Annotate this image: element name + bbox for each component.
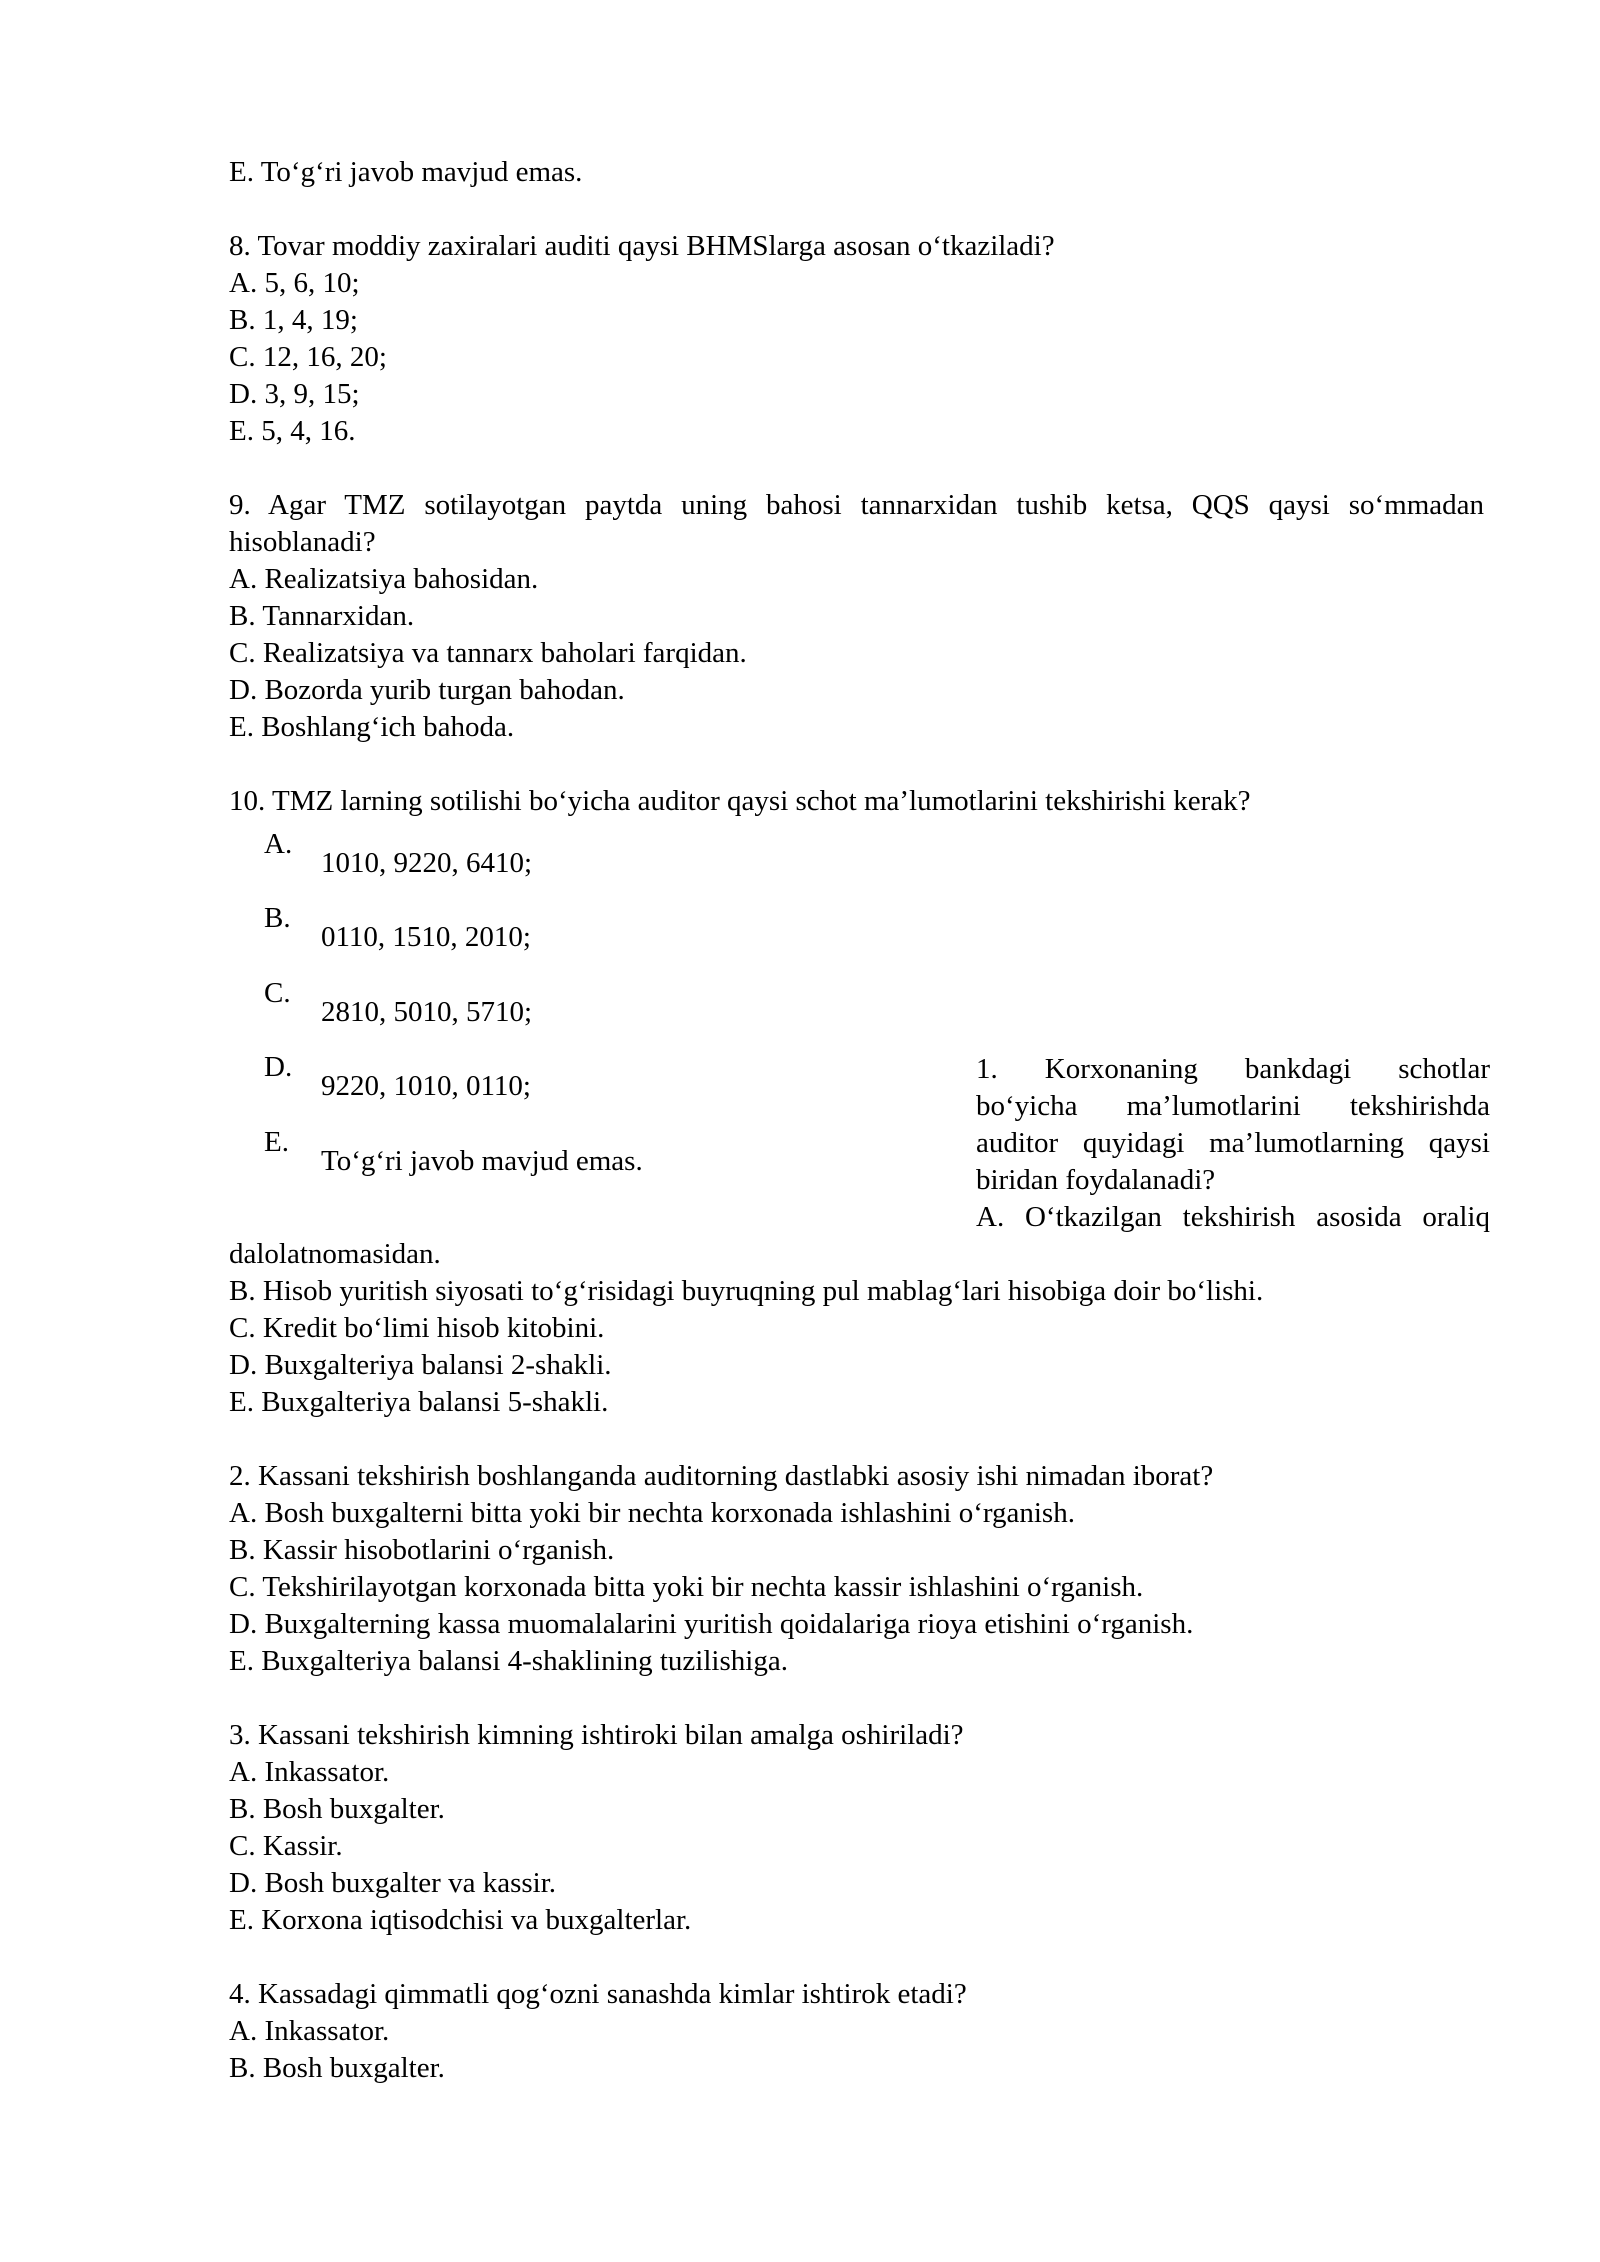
question-8-option-d: D. 3, 9, 15; [229, 378, 360, 410]
question-9-option-c: C. Realizatsiya va tannarx baholari farqidan. [229, 637, 747, 669]
question-2-option-d: D. Buxgalterning kassa muomalalarini yuritish qoidalariga rioya etishini o‘rganish. [229, 1608, 1194, 1640]
question-1-option-e: E. Buxgalteriya balansi 5-shakli. [229, 1386, 609, 1418]
question-10-option-d-text: 9220, 1010, 0110; [321, 1070, 531, 1102]
question-1-text-line2: bo‘yicha ma’lumotlarini tekshirishda [976, 1090, 1490, 1122]
question-10-option-a-text: 1010, 9220, 6410; [321, 847, 533, 879]
question-2-option-b: B. Kassir hisobotlarini o‘rganish. [229, 1534, 615, 1566]
question-10-option-c-text: 2810, 5010, 5710; [321, 996, 533, 1028]
question-9-option-d: D. Bozorda yurib turgan bahodan. [229, 674, 625, 706]
question-8-option-b: B. 1, 4, 19; [229, 304, 358, 336]
question-9-text-line1: 9. Agar TMZ sotilayotgan paytda uning bahosi tannarxidan tushib ketsa, QQS qaysi so‘mmadan [229, 489, 1484, 521]
question-1-option-a-line2: dalolatnomasidan. [229, 1238, 441, 1270]
question-2-option-c: C. Tekshirilayotgan korxonada bitta yoki bir nechta kassir ishlashini o‘rganish. [229, 1571, 1144, 1603]
question-1-option-a-line1: A. O‘tkazilgan tekshirish asosida oraliq [976, 1201, 1490, 1233]
question-9 [229, 487, 1484, 746]
question-1-text-line3: auditor quyidagi ma’lumotlarning qaysi [976, 1127, 1490, 1159]
question-4-text: 4. Kassadagi qimmatli qog‘ozni sanashda kimlar ishtirok etadi? [229, 1978, 967, 2010]
question-1-text-line1: 1. Korxonaning bankdagi schotlar [976, 1053, 1490, 1085]
question-9-text-line2: hisoblanadi? [229, 526, 376, 558]
question-4-option-b: B. Bosh buxgalter. [229, 2052, 445, 2084]
question-3-option-a: A. Inkassator. [229, 1756, 390, 1788]
question-10-text: 10. TMZ larning sotilishi bo‘yicha auditor qaysi schot ma’lumotlarini tekshirishi kerak? [229, 785, 1251, 817]
question-8 [229, 228, 1484, 450]
question-1-option-d: D. Buxgalteriya balansi 2-shakli. [229, 1349, 612, 1381]
question-2-option-a: A. Bosh buxgalterni bitta yoki bir nechta korxonada ishlashini o‘rganish. [229, 1497, 1075, 1529]
question-10-option-a-letter: A. [264, 828, 293, 860]
question-3-option-b: B. Bosh buxgalter. [229, 1793, 445, 1825]
question-4-option-a: A. Inkassator. [229, 2015, 390, 2047]
block-top [229, 154, 1484, 820]
question-4 [229, 1976, 1484, 2087]
question-3-text: 3. Kassani tekshirish kimning ishtiroki bilan amalga oshiriladi? [229, 1719, 964, 1751]
question-3 [229, 1717, 1484, 1939]
question-8-option-c: C. 12, 16, 20; [229, 341, 387, 373]
question-10-option-b-letter: B. [264, 902, 291, 934]
question-8-option-a: A. 5, 6, 10; [229, 267, 360, 299]
question-1-option-c: C. Kredit bo‘limi hisob kitobini. [229, 1312, 605, 1344]
block-bottom [229, 1236, 1484, 2087]
question-10-option-e-text: To‘g‘ri javob mavjud emas. [321, 1145, 643, 1177]
top-line: E. To‘g‘ri javob mavjud emas. [229, 156, 583, 188]
question-1-side-block [976, 1051, 1490, 1236]
question-9-option-e: E. Boshlang‘ich bahoda. [229, 711, 515, 743]
question-10-option-e-letter: E. [264, 1126, 289, 1158]
question-3-option-d: D. Bosh buxgalter va kassir. [229, 1867, 557, 1899]
question-1-text-line4: biridan foydalanadi? [976, 1164, 1216, 1196]
question-8-option-e: E. 5, 4, 16. [229, 415, 356, 447]
question-9-option-b: B. Tannarxidan. [229, 600, 415, 632]
question-1-option-b: B. Hisob yuritish siyosati to‘g‘risidagi buyruqning pul mablag‘lari hisobiga doir bo‘lishi. [229, 1275, 1264, 1307]
question-3-option-c: C. Kassir. [229, 1830, 343, 1862]
question-10-option-b-text: 0110, 1510, 2010; [321, 921, 531, 953]
question-2-text: 2. Kassani tekshirish boshlanganda auditorning dastlabki asosiy ishi nimadan iborat? [229, 1460, 1214, 1492]
question-2-option-e: E. Buxgalteriya balansi 4-shaklining tuzilishiga. [229, 1645, 788, 1677]
question-10-option-d-letter: D. [264, 1051, 293, 1083]
question-9-option-a: A. Realizatsiya bahosidan. [229, 563, 539, 595]
question-8-text: 8. Tovar moddiy zaxiralari auditi qaysi BHMSlarga asosan o‘tkaziladi? [229, 230, 1055, 262]
question-2 [229, 1458, 1484, 1680]
question-3-option-e: E. Korxona iqtisodchisi va buxgalterlar. [229, 1904, 692, 1936]
question-10-option-c-letter: C. [264, 977, 291, 1009]
